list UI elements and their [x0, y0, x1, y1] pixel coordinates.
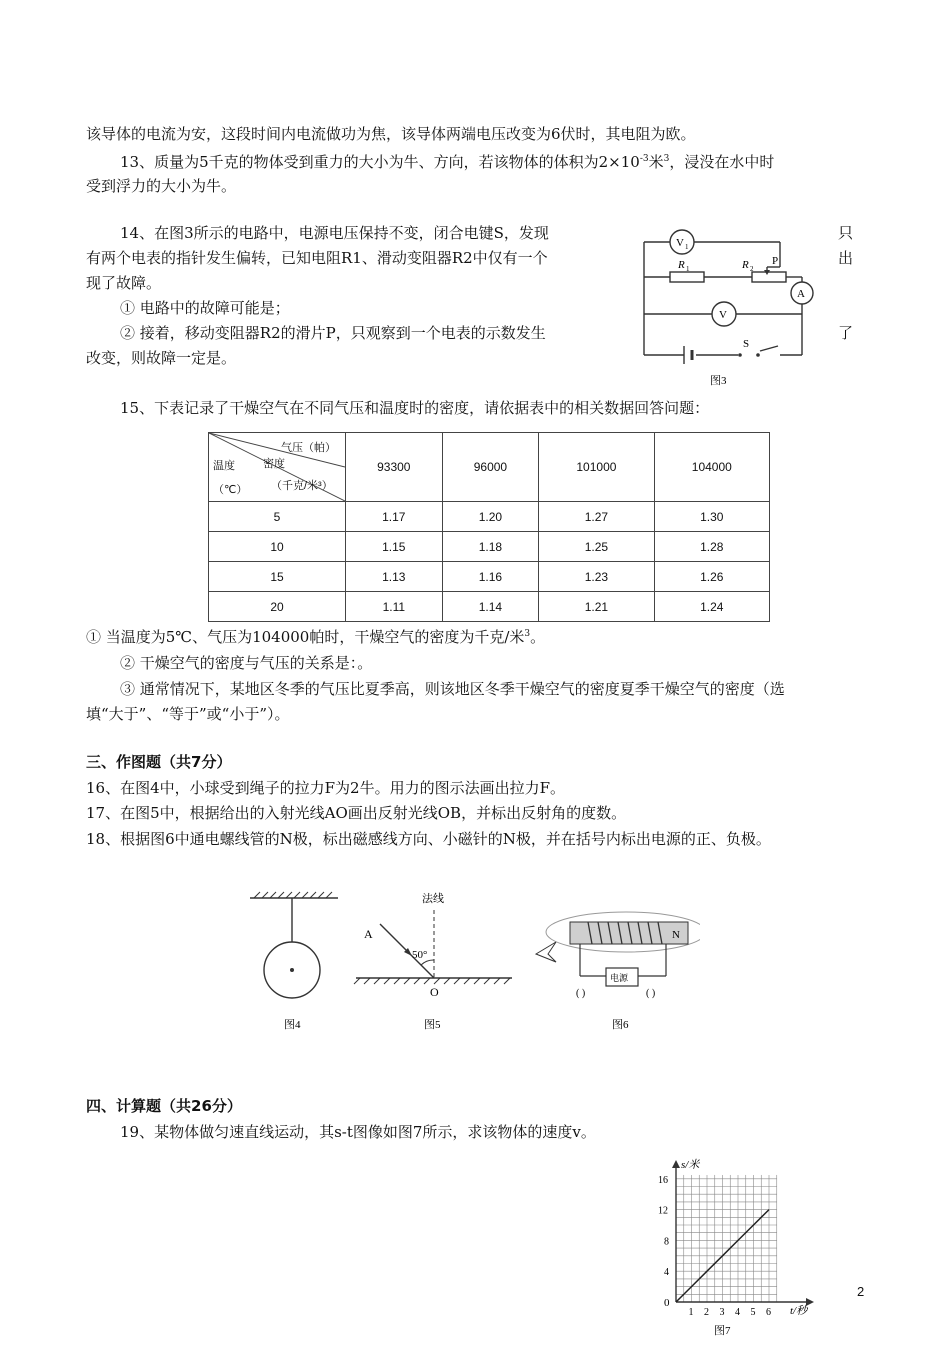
figure-4-caption: 图4: [284, 1019, 301, 1031]
bracket-left: ( ): [576, 988, 586, 999]
density-cell: 1.20: [442, 502, 539, 532]
figure-5-caption: 图5: [424, 1019, 441, 1031]
table-corner-header: [209, 433, 346, 502]
question-17: 17、在图5中，根据给出的入射光线AO画出反射光线OB，并标出反射角的度数。: [86, 804, 627, 822]
x-tick-label: 5: [750, 1307, 756, 1318]
density-cell: 1.25: [539, 532, 654, 562]
density-cell: 1.26: [654, 562, 769, 592]
q14-line-2: 有两个电表的指针发生偏转，已知电阻R1、滑动变阻器R2中仅有一个: [86, 249, 548, 267]
q13-unit: 米: [648, 153, 664, 171]
table-row: [209, 592, 770, 622]
density-cell: 1.11: [346, 592, 443, 622]
figure-3-circuit: [630, 222, 830, 392]
y-tick-label: 8: [664, 1236, 669, 1248]
density-cell: 1.27: [539, 502, 654, 532]
ammeter-label: A: [797, 288, 805, 300]
temp-cell: 20: [209, 592, 346, 622]
bracket-right: ( ): [646, 988, 656, 999]
y-axis-label: s/米: [681, 1159, 700, 1171]
text-line: 该导体的电流为安，这段时间内电流做功为焦，该导体两端电压改变为6伏时，其电阻为欧。: [86, 125, 696, 143]
pressure-header: 101000: [539, 433, 654, 502]
table-header-row: [209, 433, 770, 502]
voltmeter-label: V: [719, 309, 727, 321]
figures-4-5-6: [240, 880, 700, 1040]
normal-label: 法线: [422, 893, 444, 905]
r2-sub: 2: [750, 265, 754, 273]
density-cell: 1.15: [346, 532, 443, 562]
question-13: [120, 152, 774, 172]
v1-label: V: [676, 237, 684, 249]
density-cell: 1.18: [442, 532, 539, 562]
q13-unit-exponent: 3: [663, 154, 670, 164]
temp-cell: 10: [209, 532, 346, 562]
q15-part-3-cont: 填“大于”、“等于”或“小于”）。: [86, 705, 290, 723]
pressure-header: 96000: [442, 433, 539, 502]
density-cell: 1.30: [654, 502, 769, 532]
q14-part-1: ① 电路中的故障可能是；: [120, 299, 290, 317]
q14-part-2-cont: 改变，则故障一定是。: [86, 349, 237, 367]
x-tick-label: 3: [719, 1307, 725, 1318]
x-tick-label: 4: [735, 1307, 740, 1318]
table-row: [209, 562, 770, 592]
x-axis-arrow: [806, 1298, 814, 1306]
q13-exponent: -3: [639, 154, 649, 164]
s-t-chart: [650, 1150, 830, 1342]
pressure-header: 93300: [346, 433, 443, 502]
q15-part-3: ③ 通常情况下，某地区冬季的气压比夏季高，则该地区冬季干燥空气的密度夏季干燥空气的密度（选: [120, 680, 785, 698]
header-density: 密度: [263, 458, 285, 470]
y-axis-arrow: [672, 1160, 680, 1168]
q15-part-1: [86, 627, 545, 647]
q15a-exponent: 3: [524, 629, 531, 639]
question-16: 16、在图4中，小球受到绳子的拉力F为2牛。用力的图示法画出拉力F。: [86, 779, 565, 797]
q15a-end: 。: [530, 628, 546, 646]
figure-4-ball: [250, 892, 338, 1031]
header-temperature-unit: （℃）: [213, 484, 248, 496]
origin-label: 0: [664, 1297, 670, 1309]
q13-continued: 受到浮力的大小为牛。: [86, 177, 237, 195]
section-4-heading: 四、计算题（共26分）: [86, 1097, 242, 1115]
pressure-header: 104000: [654, 433, 769, 502]
x-tick-label: 6: [766, 1307, 771, 1318]
figure-7-caption: 图7: [714, 1325, 731, 1337]
question-18: 18、根据图6中通电螺线管的N极，标出磁感线方向、小磁针的N极，并在括号内标出电源的正、负极。: [86, 830, 771, 848]
density-cell: 1.14: [442, 592, 539, 622]
density-cell: 1.16: [442, 562, 539, 592]
q15a-text: ① 当温度为5℃、气压为104000帕时，干燥空气的密度为千克/米: [86, 628, 525, 646]
density-cell: 1.17: [346, 502, 443, 532]
table-row: [209, 532, 770, 562]
angle-label: 50°: [412, 949, 428, 961]
circuit-diagram: [630, 222, 830, 392]
figure-6-solenoid: [536, 912, 700, 1031]
question-15: 15、下表记录了干燥空气在不同气压和温度时的密度，请依据表中的相关数据回答问题：: [120, 399, 710, 417]
density-cell: 1.23: [539, 562, 654, 592]
header-density-unit: （千克/米³）: [271, 480, 333, 492]
density-cell: 1.28: [654, 532, 769, 562]
q14-part-2-end: 了: [838, 324, 854, 342]
section-3-heading: 三、作图题（共7分）: [86, 753, 232, 771]
q14-line-2-end: 出: [838, 249, 854, 267]
density-cell: 1.24: [654, 592, 769, 622]
q14-part-2: ② 接着，移动变阻器R2的滑片P，只观察到一个电表的示数发生: [120, 324, 546, 342]
figure-7-chart: [650, 1150, 830, 1342]
r2-label: R: [742, 259, 749, 271]
switch-label: S: [743, 338, 750, 350]
header-pressure: 气压（帕）: [281, 442, 336, 454]
table-row: [209, 502, 770, 532]
q13-text-end: ，浸没在水中时: [669, 153, 775, 171]
question-19: 19、某物体做匀速直线运动，其s-t图像如图7所示，求该物体的速度v。: [120, 1123, 596, 1141]
r1-label: R: [678, 259, 685, 271]
solenoid-n-label: N: [672, 929, 680, 941]
power-source-label: 电源: [610, 973, 629, 983]
x-tick-label: 2: [704, 1307, 709, 1318]
temp-cell: 15: [209, 562, 346, 592]
figure-3-caption: 图3: [710, 375, 727, 387]
q14-line-3: 现了故障。: [86, 274, 162, 292]
question-14: 14、在图3所示的电路中，电源电压保持不变，闭合电键S，发现: [120, 224, 549, 242]
page-number: 2: [857, 1284, 865, 1299]
q15-part-2: ② 干燥空气的密度与气压的关系是：。: [120, 654, 373, 672]
r1-sub: 1: [686, 265, 690, 273]
air-density-table: [208, 432, 770, 622]
y-tick-label: 4: [664, 1267, 669, 1279]
x-axis-label: t/秒: [790, 1305, 808, 1317]
y-tick-label: 12: [658, 1205, 668, 1217]
q14-line-end: 只: [838, 224, 854, 242]
header-temperature: 温度: [213, 460, 235, 472]
slider-label: P: [772, 255, 779, 267]
figure-5-reflection: [354, 891, 512, 1031]
v1-sub: 1: [685, 243, 689, 251]
x-tick-label: 1: [688, 1307, 694, 1318]
q13-text: 13、质量为5千克的物体受到重力的大小为牛、方向，若该物体的体积为2×10: [120, 153, 640, 171]
point-o-label: O: [430, 985, 439, 999]
density-cell: 1.13: [346, 562, 443, 592]
drawing-figures: [240, 880, 700, 1040]
density-cell: 1.21: [539, 592, 654, 622]
y-tick-label: 16: [658, 1174, 668, 1186]
figure-6-caption: 图6: [612, 1019, 629, 1031]
temp-cell: 5: [209, 502, 346, 532]
ray-a-label: A: [364, 927, 373, 941]
